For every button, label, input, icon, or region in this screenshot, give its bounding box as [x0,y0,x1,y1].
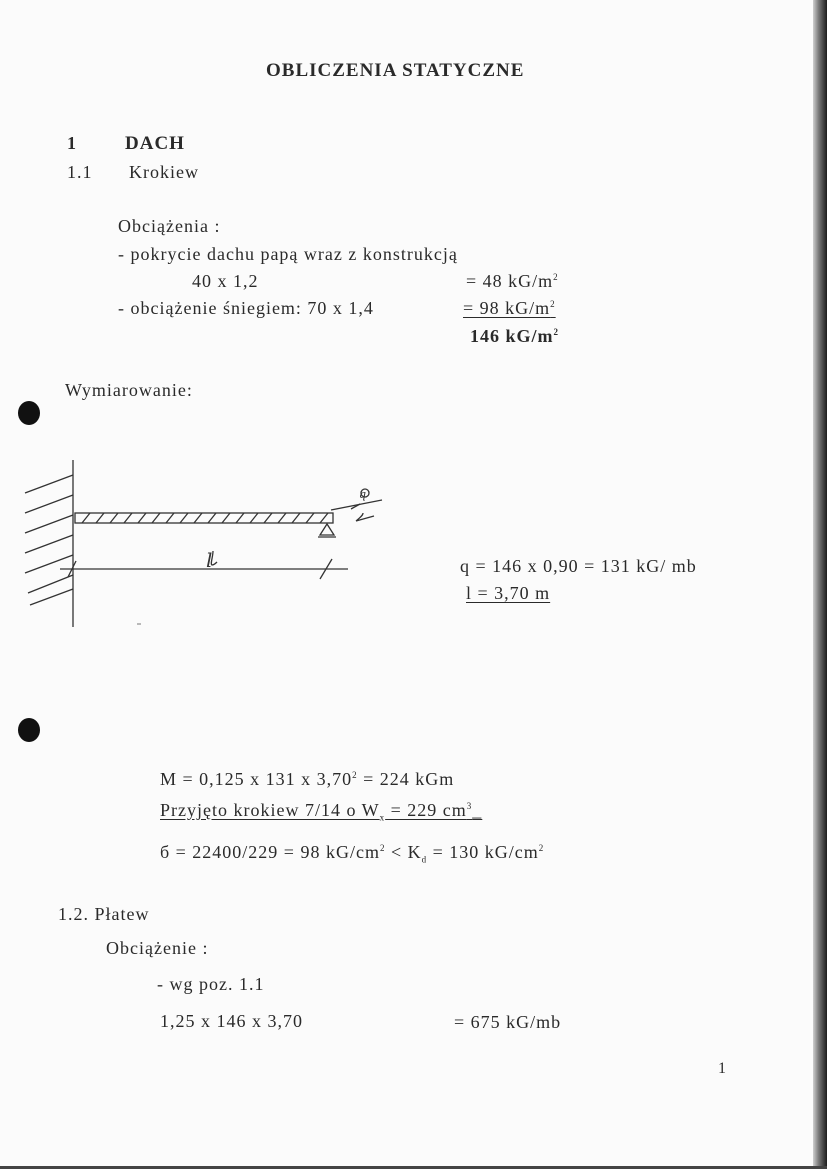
page-title: OBLICZENIA STATYCZNE [266,60,525,81]
beam-sketch [20,455,400,635]
span-length-symbol: l [206,548,213,572]
dimensioning-heading: Wymiarowanie: [65,380,193,400]
section-1-1-title: Krokiew [129,162,199,182]
section-1-title: DACH [125,133,185,154]
load-symbol: q [359,488,367,501]
section-1-2-load-heading: Obciążenie : [106,938,209,958]
stress-check: б = 22400/229 = 98 $kG/cm^2 < K_d = 130$ $kG/cm^2$ [160,842,545,865]
page-number: 1 [718,1060,727,1077]
span-length: l = 3,70 m [466,583,551,603]
load-item-2-value: = 98 $kG/m^2$ [463,298,556,318]
section-1-2-item-value: = 675 kG/mb [454,1012,562,1032]
load-total: 146 $kG/m^2$ [470,326,560,346]
load-item-1-desc: - pokrycie dachu papą wraz z konstrukcją [118,244,458,264]
section-1-2-heading: 1.2. Płatew [58,904,150,924]
q-formula: q = 146 x 0,90 = 131 kG/ mb [460,556,697,576]
scan-edge-shadow [813,0,827,1169]
binder-hole-top [18,401,40,425]
section-1-number: 1 [67,133,77,153]
load-item-2-desc: - obciążenie śniegiem: 70 x 1,4 [118,298,374,318]
section-1-2-item-desc: - wg poz. 1.1 [157,974,265,994]
section-1-2-item-calc: 1,25 x 146 x 3,70 [160,1011,303,1031]
load-item-1-value: = 48 $kG/m^2$ [466,271,559,291]
section-1-1-number: 1.1 [67,162,93,182]
load-item-1-calc: 40 x 1,2 [192,271,259,291]
moment-formula: M = 0,125 x 131 x $3,70^2 = 224$ kGm [160,769,455,789]
binder-hole-bottom [18,718,40,742]
accepted-rafter: Przyjęto krokiew 7/14 o $W_x = 229$ $cm^3\_$ [160,800,483,823]
loads-heading: Obciążenia : [118,216,221,236]
